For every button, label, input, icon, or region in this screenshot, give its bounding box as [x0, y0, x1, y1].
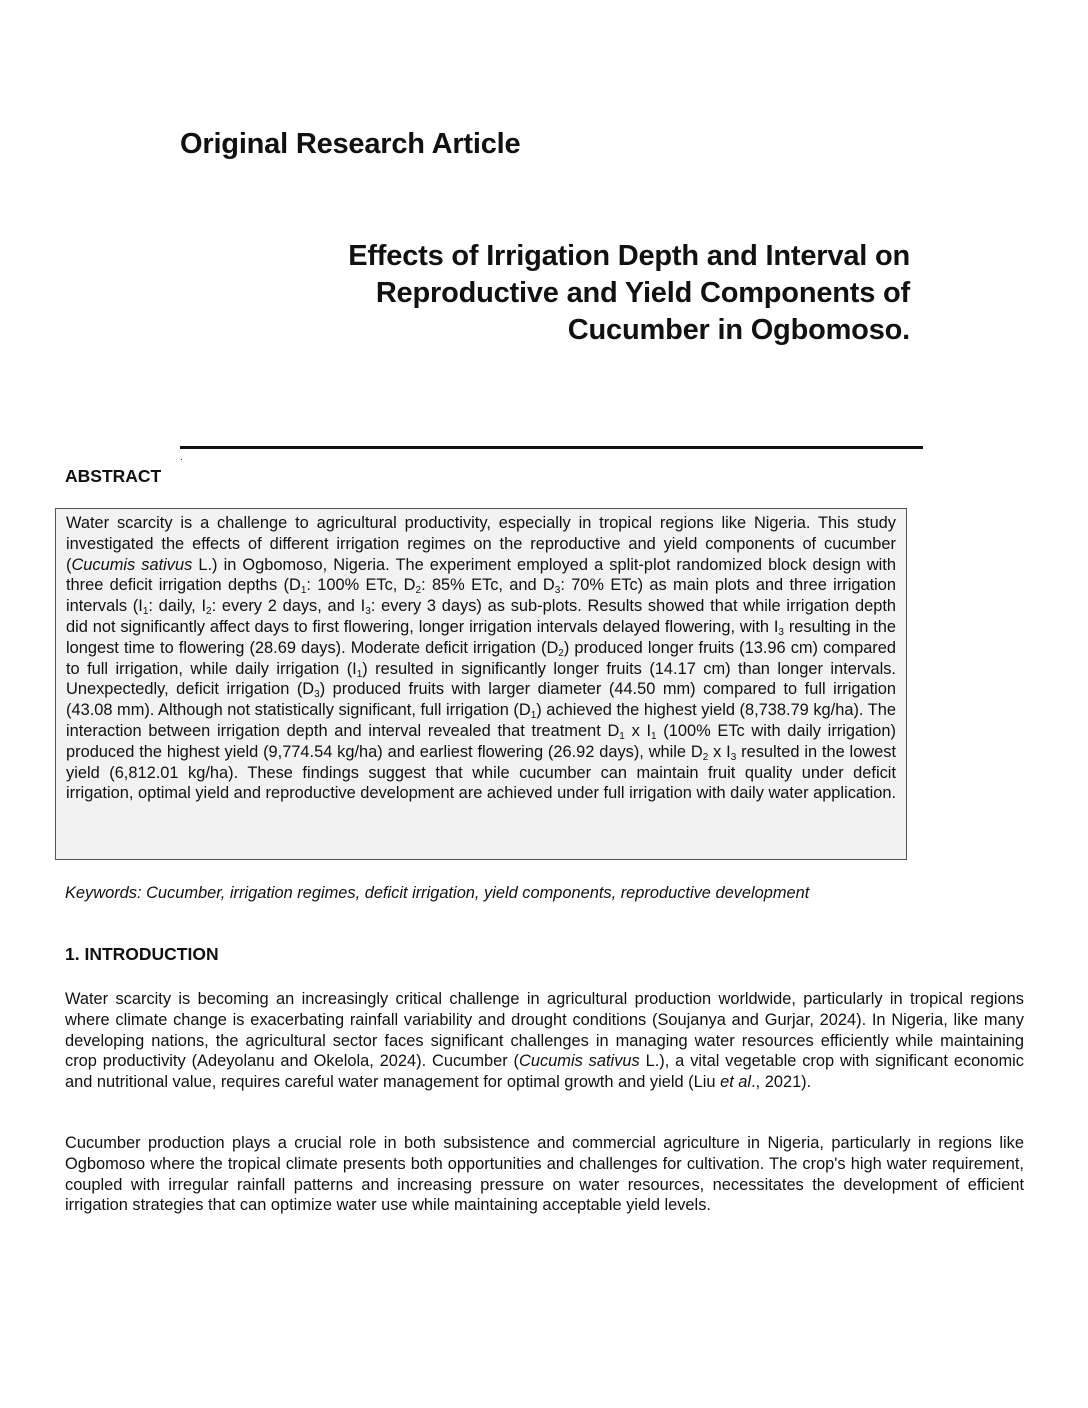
abstract-seg: Water scarcity is a challenge to agricultural productivity, especially in tropical regions like Nigeria. This study investigated the effects of different irrigation regimes on the reproductive and yield components of cucumber ( [66, 514, 896, 574]
abstract-seg: : 70% ETc) as main plots and three irrigation intervals (I [66, 576, 897, 616]
abstract-seg: x I [624, 721, 652, 740]
abstract-box [55, 508, 907, 860]
subscript: 2 [702, 751, 709, 763]
subscript: 1 [619, 730, 625, 742]
subscript: 1 [530, 710, 537, 722]
introduction-paragraph-2: Cucumber production plays a crucial role in both subsistence and commercial agriculture in Nigeria, particularly in regions like Ogbomoso where the tropical climate presents both opportunities and challenges for cultivation. The crop's high water requirement, coupled with irregular rainfall patterns and increasing pressure on water resources, necessitates the development of efficient irrigation strategies that can optimize water use while maintaining acceptable yield levels. [65, 1134, 1024, 1215]
subscript: 1 [356, 668, 363, 680]
abstract-seg: : every 3 days) as sub-plots. Results showed that while irrigation depth did not significantly affect days to first flowering, longer irrigation intervals delayed flowering, with I [66, 597, 896, 636]
abstract-seg: resulted in the lowest yield (6,812.01 kg/ha). These findings suggest that while cucumber can maintain fruit quality under deficit irrigation, optimal yield and reproductive development are achieved under full irrigation with daily water application. [66, 742, 897, 803]
article-type-label: Original Research Article [180, 128, 521, 160]
title-line-3: Cucumber in Ogbomoso. [567, 314, 910, 346]
keywords-line: Keywords: Cucumber, irrigation regimes, deficit irrigation, yield components, reproductive development [65, 884, 810, 902]
species-name: Cucumis sativus [519, 1052, 640, 1071]
abstract-seg: resulting in the longest time to flowering (28.69 days). Moderate deficit irrigation (D [66, 617, 896, 657]
subscript: 3 [778, 626, 784, 638]
abstract-seg: L.) in Ogbomoso, Nigeria. The experiment employed a split-plot randomized block design with three deficit irrigation depths (D [66, 555, 896, 595]
abstract-seg: (100% ETc with daily irrigation) produced the highest yield (9,774.54 kg/ha) and earliest flowering (26.92 days), while D [66, 721, 896, 761]
subscript: 3 [730, 751, 737, 763]
title-divider [180, 446, 923, 449]
paragraph-seg: L.), a vital vegetable crop with significant economic and nutritional value, requires careful water management for optimal growth and yield (Liu [65, 1052, 1024, 1092]
introduction-paragraph-1 [65, 989, 1024, 1093]
introduction-heading: 1. INTRODUCTION [65, 944, 219, 964]
paragraph-seg: Water scarcity is becoming an increasingly critical challenge in agricultural production worldwide, particularly in tropical regions where climate change is exacerbating rainfall variability and drought conditions (Soujanya and Gurjar, 2024). In Nigeria, like many developing nations, the agricultural sector faces significant challenges in managing water resources efficiently while maintaining crop productivity (Adeyolanu and Okelola, 2024). Cucumber ( [65, 990, 1024, 1071]
abstract-seg: : daily, I [148, 597, 207, 616]
abstract-heading: ABSTRACT [65, 466, 162, 486]
paragraph-seg: ., 2021). [751, 1073, 812, 1092]
abstract-seg: ) resulted in significantly longer fruits (14.17 cm) than longer intervals. Unexpectedly, deficit irrigation (D [66, 659, 896, 699]
subscript: 1 [651, 730, 657, 742]
abstract-text [66, 513, 896, 804]
abstract-seg: ) produced fruits with larger diameter (44.50 mm) compared to full irrigation (43.08 mm). Although not statistically significant, full irrigation (D [66, 680, 896, 720]
abstract-seg: : 100% ETc, D [306, 576, 416, 595]
abstract-seg: x I [708, 742, 731, 761]
abstract-seg: : every 2 days, and I [211, 597, 366, 616]
et-al: et al [720, 1073, 752, 1092]
subscript: 2 [415, 585, 422, 597]
subscript: 3 [365, 606, 371, 618]
subscript: 2 [558, 647, 564, 659]
abstract-seg: ) produced longer fruits (13.96 cm) compared to full irrigation, while daily irrigation (I [66, 638, 896, 678]
subscript: 1 [142, 606, 149, 618]
title-line-1: Effects of Irrigation Depth and Interval on [348, 240, 910, 272]
species-name: Cucumis sativus [71, 555, 193, 574]
abstract-seg: ) achieved the highest yield (8,738.79 kg/ha). The interaction between irrigation depth and interval revealed that treatment D [66, 701, 896, 740]
abstract-seg: : 85% ETc, and D [421, 576, 555, 595]
subscript: 2 [206, 606, 212, 618]
subscript: 3 [554, 585, 561, 597]
subscript: 3 [314, 689, 320, 701]
divider-mark: . [180, 452, 183, 463]
title-line-2: Reproductive and Yield Components of [375, 277, 910, 309]
subscript: 1 [300, 585, 307, 597]
paper-title [230, 238, 910, 349]
